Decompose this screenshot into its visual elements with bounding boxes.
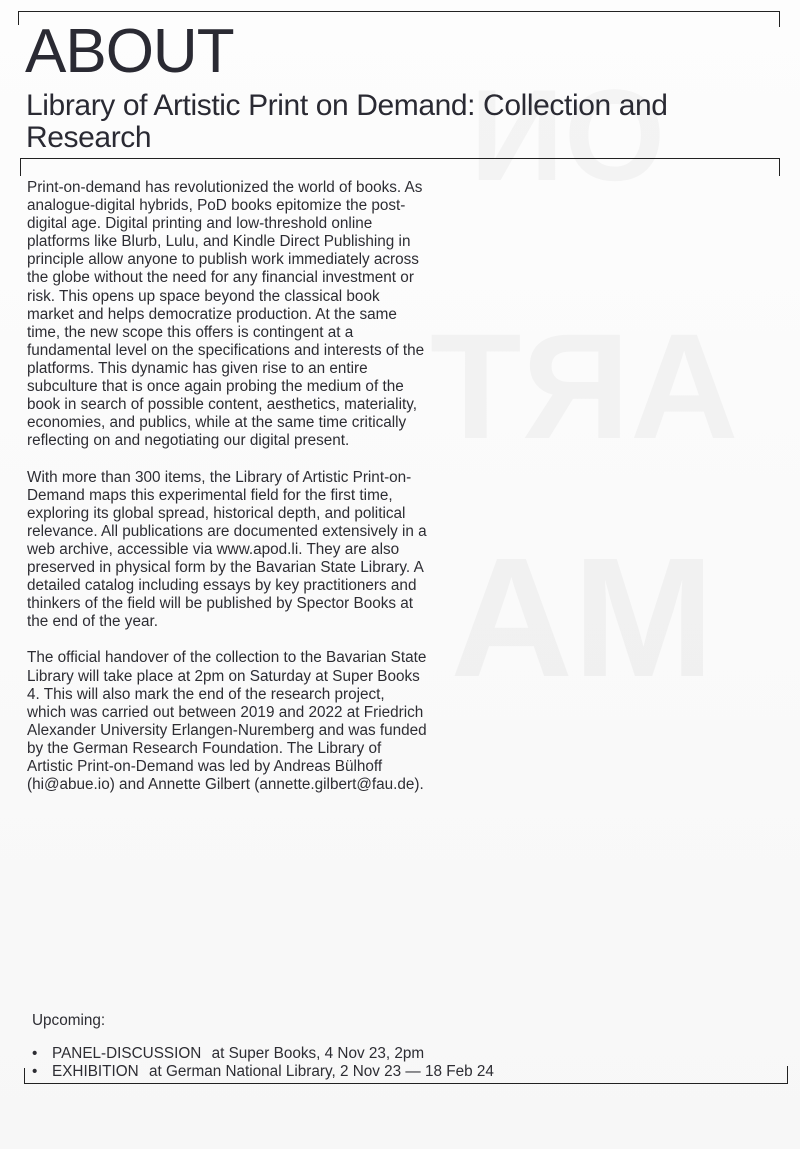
bullet-icon: •	[32, 1063, 38, 1080]
event-name: PANEL-DISCUSSION	[52, 1045, 202, 1062]
page-subtitle: Library of Artistic Print on Demand: Collection and Research	[26, 89, 668, 154]
events-list	[30, 1045, 494, 1081]
paragraph: With more than 300 items, the Library of Artistic Print-on-Demand maps this experimental field for the first time, exploring its global spread, historical depth, and political relevance. All publications are documented extensively in a web archive, accessible via www.apod.li. They are also preserved in physical form by the Bavarian State Library. A detailed catalog including essays by key practitioners and thinkers of the field will be published by Spector Books at the end of the year.	[27, 468, 427, 631]
section-rule-right-tick	[779, 158, 780, 176]
paragraph: Print-on-demand has revolutionized the world of books. As analogue-digital hybrids, PoD books epitomize the post-digital age. Digital printing and low-threshold online platforms like Blurb, Lulu, and Kindle Direct Publishing in principle allow anyone to publish work immediately across the globe without the need for any financial investment or risk. This opens up space beyond the classical book market and helps democratize production. At the same time, the new scope this offers is contingent at a fundamental level on the specifications and interests of the platforms. This dynamic has given rise to an entire subculture that is once again probing the medium of the book in search of possible content, aesthetics, materiality, economies, and publics, while at the same time critically reflecting on and negotiating our digital present.	[27, 179, 425, 450]
bottom-rule	[24, 1083, 788, 1084]
show-through-mark	[430, 300, 738, 473]
bullet-icon: •	[32, 1045, 38, 1062]
event-detail: at German National Library, 2 Nov 23 — 18 Feb 24	[148, 1063, 494, 1080]
event-detail: at Super Books, 4 Nov 23, 2pm	[211, 1045, 425, 1062]
page-title: ABOUT	[25, 17, 234, 86]
show-through-mark	[450, 520, 714, 716]
top-rule-left-tick	[18, 11, 19, 25]
section-rule	[20, 158, 780, 159]
top-rule-right-tick	[779, 11, 780, 27]
paragraph: The official handover of the collection to the Bavarian State Library will take place at 2pm on Saturday at Super Books 4. This will also mark the end of the research project, which was carried out between 2019 and 2022 at Friedrich Alexander University Erlangen-Nuremberg and was funded by the German Research Foundation. The Library of Artistic Print-on-Demand was led by Andreas Bülhoff (hi@abue.io) and Annette Gilbert (annette.gilbert@fau.de).	[27, 649, 427, 794]
body-text	[27, 179, 427, 812]
list-item	[30, 1045, 494, 1063]
upcoming-label: Upcoming:	[32, 1012, 106, 1029]
top-rule	[18, 11, 780, 12]
list-item	[30, 1063, 494, 1081]
section-rule-left-tick	[20, 158, 21, 176]
bottom-rule-right-tick	[787, 1066, 788, 1084]
bottom-rule-left-tick	[24, 1068, 25, 1084]
event-name: EXHIBITION	[52, 1063, 139, 1080]
